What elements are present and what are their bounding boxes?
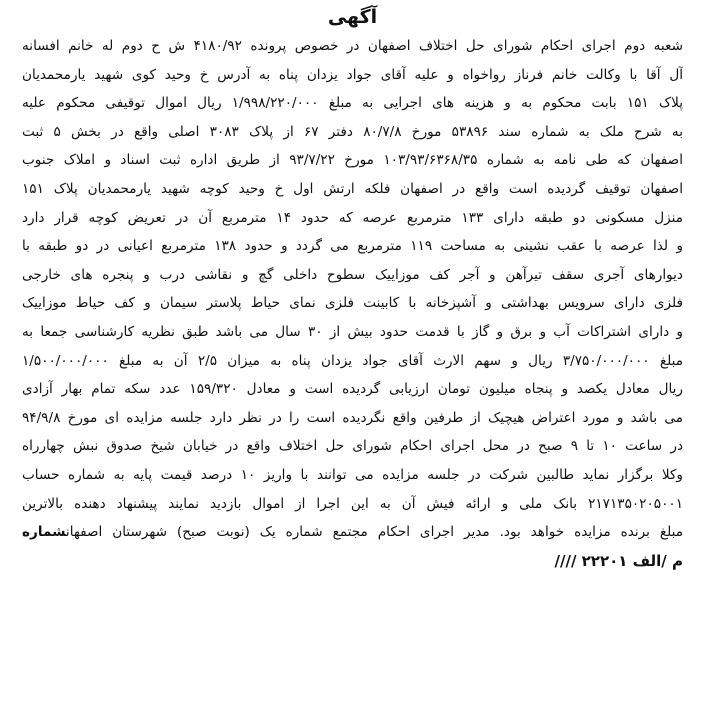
notice-line: اصفهان که طی نامه به شماره ۱۰۳/۹۳/۶۳۶۸/۳۵ مورخ ۹۳/۷/۲۲ از طریق اداره ثبت اسناد و املاک جنوب [22,152,683,169]
notice-body [22,32,683,575]
notice-title: آگهی [327,6,378,28]
notice-line: ریال معادل یکصد و پنجاه میلیون تومان ارزیابی گردیده است و معادل ۱۵۹/۳۲۰ عدد سکه تمام بهار آزادی [22,381,683,398]
notice-line: و لذا عرصه با عقب نشینی به مساحت ۱۱۹ مترمربع می گردد و حدود ۱۳۸ مترمربع اعیانی در دو طبقه با [22,238,683,255]
notice-line: وکلا برگزار نماید طالبین شرکت در جلسه مزایده می توانند با واریز ۱۰ درصد قیمت پایه به شماره حساب [22,466,683,483]
notice-line: در ساعت ۱۰ تا ۹ صبح در محل اجرای احکام شورای حل اختلاف واقع در خیابان شیخ صدوق نبش چهارراه [22,438,683,455]
notice-line: آل آقا با وکالت خانم فرناز رواخواه و علیه آقای جواد یزدان پناه به آدرس خ وحید کوی شهید یارمحمدیان [22,66,683,83]
notice-closing-text: مبلغ برنده مزایده خواهد بود. مدیر اجرای احکام مجتمع شماره یک (نوبت صبح) شهرستان اصفهان [65,524,683,541]
notice-line: فلزی دارای سرویس بهداشتی و آشپزخانه با کابینت فلزی نمای حیاط پلاستر سیمان و کف حیاط موزاییک [22,295,683,312]
notice-line: اصفهان توقیف گردیده است واقع در اصفهان فلکه ارتش اول خ وحید کوچه شهید یارمحمدیان پلاک ۱۵۱ [22,180,683,197]
notice-line: می باشد و مورد اعتراض هیچیک از طرفین واقع نگردیده است را در نظر دارد جلسه مزایده ای مورخ ۹۴/۹/۸ [22,409,683,426]
notice-line: منزل مسکونی دو طبقه دارای ۱۳۳ مترمربع عرصه که حدود ۱۴ مترمربع آن در تعریض کوچه قرار دارد [22,209,683,226]
notice-closing-bold: شماره [22,524,66,541]
notice-line: مبلغ ۳/۷۵۰/۰۰۰/۰۰۰ ریال و سهم الارث آقای جواد یزدان پناه به میزان ۲/۵ آن به مبلغ ۱/۵۰۰/۰۰۰/۰۰۰ [22,352,683,369]
notice-closing-line [22,518,683,547]
notice-line: شعبه دوم اجرای احکام شورای حل اختلاف اصفهان در خصوص پرونده ۴۱۸۰/۹۲ ش ح دوم له خانم افسانه [22,38,683,54]
notice-line: به شرح ملک به شماره سند ۵۳۸۹۶ مورخ ۸۰/۷/۸ دفتر ۶۷ از پلاک ۳۰۸۳ اصلی واقع در بخش ۵ ثبت [22,123,683,140]
notice-line: پلاک ۱۵۱ بابت محکوم به و هزینه های اجرایی به مبلغ ۱/۹۹۸/۲۲۰/۰۰۰ ریال اموال توقیفی محکوم علیه [22,95,683,112]
notice-line: و دارای اشتراکات آب و برق و گاز با قدمت حدود بیش از ۳۰ سال می باشد طبق نظریه کارشناسی جمعا به [22,323,683,340]
notice-line: دیوارهای آجری سقف تیرآهن و آجر کف موزاییک سطوح داخلی گچ و نقاشی درب و پنجره های خارجی [22,266,683,283]
notice-reference: م /الف ۲۲۲۰۱ //// [554,551,683,570]
notice-line: ۲۱۷۱۳۵۰۲۰۵۰۰۱ بانک ملی و ارائه فیش آن به این اجرا از اموال بازدید نمایند پیشنهاد دهنده بالاترین [22,495,683,512]
